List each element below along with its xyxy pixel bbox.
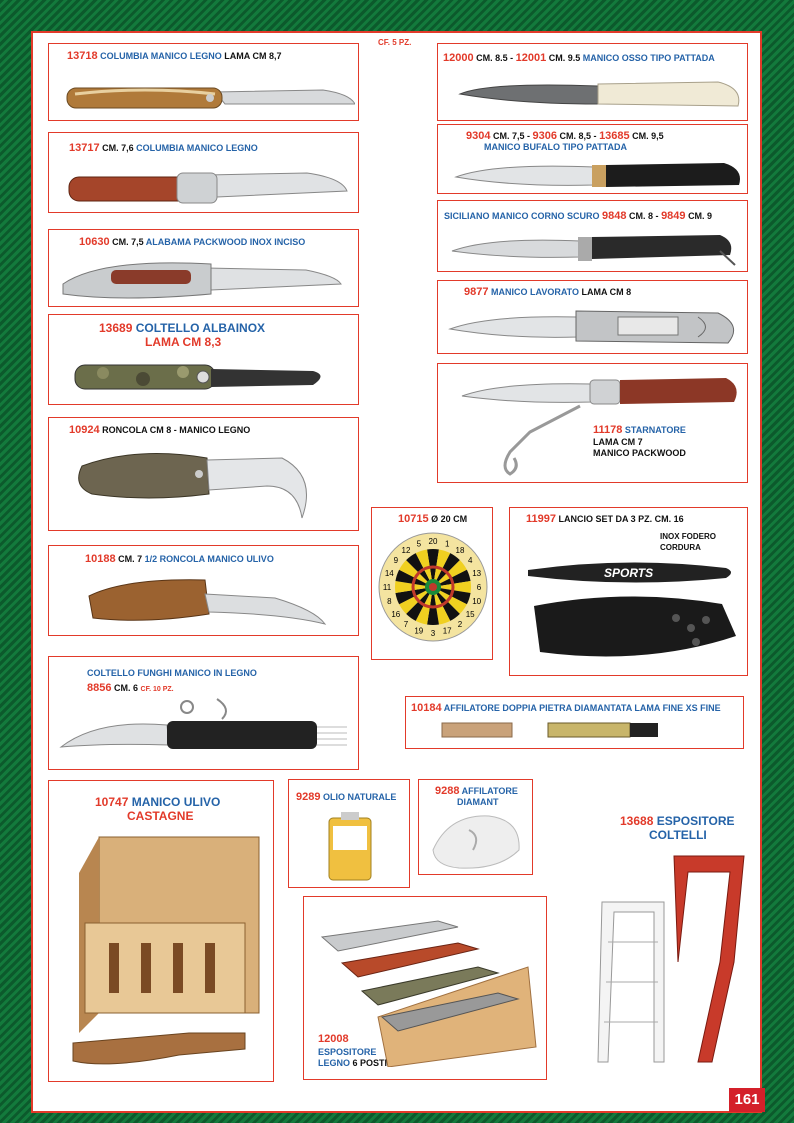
product-9289[interactable] xyxy=(288,779,410,888)
product-size-3: CM. 9,5 xyxy=(632,131,664,141)
product-code: 9848 xyxy=(602,210,627,222)
knife-display-box-image xyxy=(69,833,269,1078)
horn-handle-knife-image xyxy=(450,231,746,269)
product-13718[interactable] xyxy=(48,43,359,121)
product-code: 13717 xyxy=(69,142,100,154)
product-size: CM. 8 - xyxy=(629,211,659,221)
dartboard-number: 10 xyxy=(472,597,482,607)
product-10184[interactable] xyxy=(405,696,744,749)
product-code-2: 9849 xyxy=(661,210,686,222)
product-material: INOX FODERO xyxy=(660,532,717,541)
product-name: LANCIO SET DA 3 PZ. CM. 16 xyxy=(558,514,684,524)
product-code: 10747 xyxy=(95,795,129,809)
product-code: 10630 xyxy=(79,236,110,248)
dartboard-number: 2 xyxy=(457,620,463,630)
dartboard-number: 1 xyxy=(444,539,450,549)
product-code: 11997 xyxy=(526,513,556,525)
dartboard-number: 4 xyxy=(467,556,473,565)
product-size-2: CM. 8,5 - xyxy=(559,131,597,141)
product-9288[interactable] xyxy=(418,779,533,875)
product-name: MANICO BUFALO TIPO PATTADA xyxy=(484,142,627,152)
product-code: 9877 xyxy=(464,286,489,298)
product-10188[interactable] xyxy=(48,545,359,636)
product-name: AFFILATORE xyxy=(461,786,518,796)
folding-knife-image xyxy=(65,74,355,114)
product-name: COLUMBIA MANICO LEGNO xyxy=(136,143,258,153)
dartboard-ring xyxy=(429,583,437,591)
throwing-knives-image xyxy=(526,558,741,670)
product-code: 10188 xyxy=(85,553,116,565)
wooden-display-image xyxy=(318,907,540,1067)
product-size: CM. 7,5 - xyxy=(493,131,531,141)
diamond-sharpener-image xyxy=(429,810,525,872)
buffalo-handle-knife-image xyxy=(454,157,744,193)
dartboard-number: 18 xyxy=(455,545,465,555)
product-blade: LAMA CM 7 xyxy=(593,437,643,447)
oil-bottle-image xyxy=(325,812,375,884)
dartboard-number: 15 xyxy=(465,610,475,619)
product-code: 12000 xyxy=(443,52,474,64)
product-code: 13688 xyxy=(620,814,654,828)
product-name: STARNATORE xyxy=(624,425,686,435)
product-size: CM. 7,6 xyxy=(102,143,134,153)
mushroom-knife-image xyxy=(57,697,353,765)
product-size-2: CM. 9 xyxy=(688,211,713,221)
product-name: COLUMBIA MANICO LEGNO xyxy=(100,51,222,61)
folding-knife-image xyxy=(61,254,351,302)
dartboard-number: 20 xyxy=(428,537,438,546)
dartboard-number: 3 xyxy=(430,629,436,638)
product-10924[interactable] xyxy=(48,417,359,531)
product-sheath: CORDURA xyxy=(660,543,701,552)
dartboard-number: 9 xyxy=(393,556,399,565)
bone-handle-knife-image xyxy=(458,70,748,116)
product-code-2: 9306 xyxy=(532,130,558,142)
product-subtitle: COLTELLI xyxy=(649,828,707,842)
product-name: SICILIANO MANICO CORNO SCURO xyxy=(444,211,600,221)
product-detail: LAMA CM 8,7 xyxy=(224,51,282,61)
product-9877[interactable] xyxy=(437,280,748,354)
product-name: AFFILATORE DOPPIA PIETRA DIAMANTATA LAMA FINE XS FINE xyxy=(443,703,721,713)
product-code: 9289 xyxy=(296,791,321,803)
product-8856[interactable] xyxy=(48,656,359,770)
dartboard-number: 5 xyxy=(416,539,422,549)
folding-knife-image xyxy=(67,163,357,208)
product-code-2: 12001 xyxy=(515,52,547,64)
product-12000[interactable] xyxy=(437,43,748,121)
product-code: 9304 xyxy=(466,130,491,142)
product-code: 10924 xyxy=(69,424,100,436)
product-name: MANICO LAVORATO xyxy=(491,287,579,297)
product-code: 13718 xyxy=(67,50,98,62)
dartboard-number: 13 xyxy=(472,568,482,578)
engraved-knife-image xyxy=(448,301,744,351)
product-detail: LAMA CM 8 xyxy=(581,287,632,297)
dartboard-number: 14 xyxy=(384,568,394,578)
product-name: ESPOSITORE xyxy=(656,814,735,828)
dartboard-number: 11 xyxy=(382,583,392,592)
dartboard-number: 16 xyxy=(391,610,401,619)
product-11178[interactable] xyxy=(437,363,748,483)
product-size: Ø 20 CM xyxy=(431,514,468,524)
product-13688-label xyxy=(620,814,735,828)
product-name: ALABAMA PACKWOOD INOX INCISO xyxy=(145,237,306,247)
product-material: LEGNO xyxy=(318,1058,351,1068)
product-code: 11178 xyxy=(593,424,623,436)
product-code-3: 13685 xyxy=(599,130,630,142)
product-size: CM. 7,5 xyxy=(112,237,144,247)
pack-note: CF. 5 PZ. xyxy=(378,38,412,47)
dartboard-image xyxy=(378,532,488,642)
pruning-knife-image xyxy=(77,446,347,526)
product-code: 10184 xyxy=(411,702,442,714)
product-size: CM. 8.5 - xyxy=(476,53,514,63)
product-10747[interactable] xyxy=(48,780,274,1082)
product-code: 12008 xyxy=(318,1033,349,1045)
page-number: 161 xyxy=(729,1088,765,1112)
product-detail: LAMA CM 8,3 xyxy=(145,335,222,349)
product-code: 13689 xyxy=(99,321,133,335)
product-13717[interactable] xyxy=(48,132,359,213)
product-size: CM. 6 xyxy=(114,683,139,693)
product-name: ESPOSITORE xyxy=(318,1047,377,1057)
product-10630[interactable] xyxy=(48,229,359,307)
product-name: COLTELLO ALBAINOX xyxy=(135,321,266,335)
dartboard-number: 6 xyxy=(476,583,482,592)
knife-stand-image xyxy=(594,852,750,1072)
product-name: 1/2 RONCOLA MANICO ULIVO xyxy=(144,554,274,564)
dartboard-number: 12 xyxy=(401,545,411,555)
product-13689[interactable] xyxy=(48,314,359,405)
dartboard-number: 7 xyxy=(403,620,409,630)
product-name: OLIO NATURALE xyxy=(323,792,397,802)
product-code: 10715 xyxy=(398,513,429,525)
dartboard-number: 8 xyxy=(387,597,392,607)
product-size-2: CM. 9.5 xyxy=(548,53,581,63)
product-code: 9288 xyxy=(435,785,460,797)
dartboard-number: 19 xyxy=(414,626,424,636)
pruning-knife-image xyxy=(85,574,335,628)
product-pack: CF. 10 PZ. xyxy=(140,686,174,693)
product-name: MANICO ULIVO xyxy=(131,795,221,809)
camo-knife-image xyxy=(73,357,333,397)
product-subtitle: DIAMANT xyxy=(457,797,499,807)
sports-print: SPORTS xyxy=(604,566,654,580)
product-9848[interactable] xyxy=(437,200,748,272)
product-9304[interactable] xyxy=(437,124,748,194)
sharpener-stones-image xyxy=(440,721,720,741)
product-12008[interactable] xyxy=(303,896,547,1080)
product-name: RONCOLA CM 8 - MANICO LEGNO xyxy=(102,425,251,435)
product-title: COLTELLO FUNGHI MANICO IN LEGNO xyxy=(87,668,257,678)
product-size: CM. 7 xyxy=(118,554,143,564)
product-code: 8856 xyxy=(87,682,112,694)
product-name: MANICO OSSO TIPO PATTADA xyxy=(582,53,715,63)
product-slots: 6 POSTI xyxy=(352,1058,388,1068)
product-11997[interactable] xyxy=(509,507,748,676)
product-subtitle: CASTAGNE xyxy=(127,809,194,823)
product-10715[interactable] xyxy=(371,507,493,660)
product-handle: MANICO PACKWOOD xyxy=(593,448,686,458)
dartboard-number: 17 xyxy=(442,626,452,636)
